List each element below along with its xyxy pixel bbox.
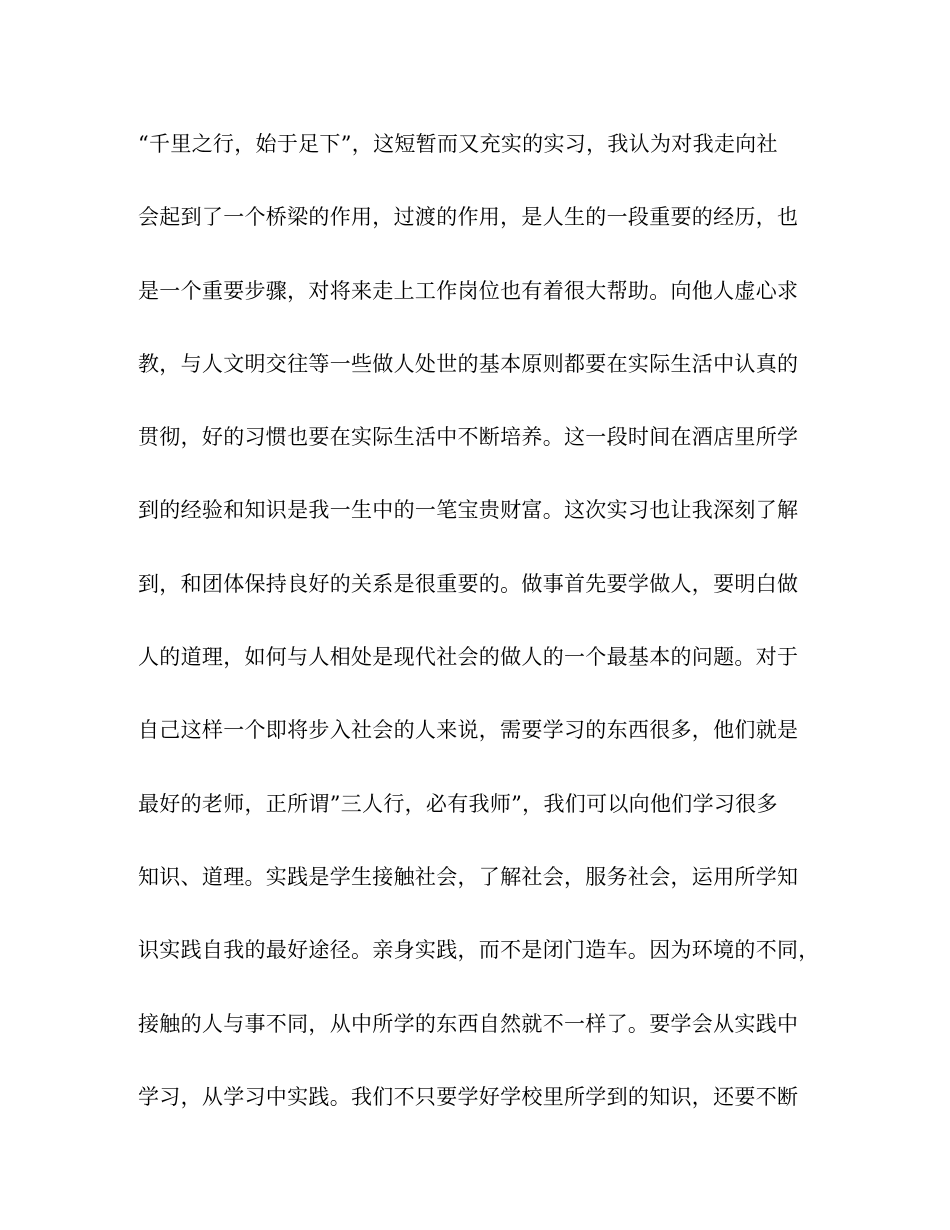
text-line: 教，与人文明交往等一些做人处世的基本原则都要在实际生活中认真的 <box>138 351 799 376</box>
text-line: 到，和团体保持良好的关系是很重要的。做事首先要学做人，要明白做 <box>138 571 799 596</box>
text-line: 识实践自我的最好途径。亲身实践，而不是闭门造车。因为环境的不同， <box>138 938 820 963</box>
text-line: 自己这样一个即将步入社会的人来说，需要学习的东西很多，他们就是 <box>138 718 799 743</box>
body-paragraph <box>138 126 838 1152</box>
text-line: 接触的人与事不同，从中所学的东西自然就不一样了。要学会从实践中 <box>138 1011 799 1036</box>
text-line: 会起到了一个桥梁的作用，过渡的作用，是人生的一段重要的经历，也 <box>138 205 799 230</box>
text-line: 到的经验和知识是我一生中的一笔宝贵财富。这次实习也让我深刻了解 <box>138 498 799 523</box>
text-line: 学习，从学习中实践。我们不只要学好学校里所学到的知识，还要不断 <box>138 1084 799 1109</box>
text-line: 最好的老师，正所谓”三人行，必有我师”，我们可以向他们学习很多 <box>138 791 778 816</box>
text-line: 人的道理，如何与人相处是现代社会的做人的一个最基本的问题。对于 <box>138 645 799 670</box>
text-line: 贯彻，好的习惯也要在实际生活中不断培养。这一段时间在酒店里所学 <box>138 425 799 450</box>
text-line: 知识、道理。实践是学生接触社会，了解社会，服务社会，运用所学知 <box>138 864 799 889</box>
text-line: 是一个重要步骤，对将来走上工作岗位也有着很大帮助。向他人虚心求 <box>138 278 799 303</box>
text-line: “千里之行，始于足下”，这短暂而又充实的实习，我认为对我走向社 <box>138 132 778 156</box>
